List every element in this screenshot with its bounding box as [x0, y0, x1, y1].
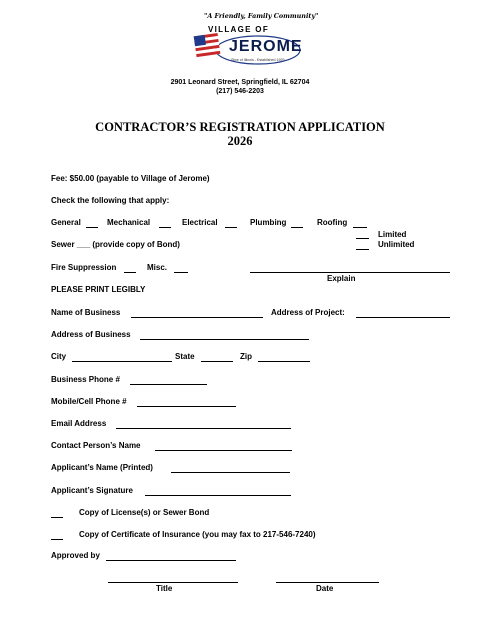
license-checkbox[interactable] [51, 508, 63, 518]
city-input[interactable] [72, 352, 172, 362]
logo-subline: Slice of Illinois - Established 1929 [231, 58, 285, 62]
logo-village-of: VILLAGE OF [208, 25, 269, 34]
roofing-unlimited-checkbox[interactable] [356, 240, 369, 250]
applicant-name-input[interactable] [171, 463, 290, 473]
title-label: Title [156, 584, 173, 593]
trade-general-label: General [51, 218, 81, 227]
applicant-signature-input[interactable] [145, 486, 291, 496]
insurance-checkbox[interactable] [51, 530, 63, 540]
trade-roofing-checkbox[interactable] [353, 218, 367, 228]
check-instruction: Check the following that apply: [51, 196, 170, 205]
trade-electrical-label: Electrical [182, 218, 218, 227]
state-label: State [175, 352, 195, 361]
roofing-limited-checkbox[interactable] [356, 229, 369, 239]
trade-electrical-checkbox[interactable] [225, 218, 237, 228]
license-label: Copy of License(s) or Sewer Bond [79, 508, 210, 517]
roofing-unlimited-label: Unlimited [378, 240, 415, 249]
business-address-input[interactable] [140, 330, 309, 340]
logo-name: JEROME [229, 38, 303, 55]
business-phone-input[interactable] [130, 375, 207, 385]
office-address: 2901 Leonard Street, Springfield, IL 62704 [170, 79, 310, 86]
approved-by-label: Approved by [51, 551, 100, 560]
print-legibly-note: PLEASE PRINT LEGIBLY [51, 285, 146, 294]
business-name-input[interactable] [131, 308, 263, 318]
form-year: 2026 [227, 134, 253, 148]
date-input[interactable] [276, 573, 379, 583]
state-input[interactable] [201, 352, 233, 362]
project-address-input[interactable] [356, 308, 450, 318]
roofing-limited-label: Limited [378, 230, 407, 239]
insurance-label: Copy of Certificate of Insurance (you may fax to 217-546-7240) [79, 530, 316, 539]
logo-tagline: "A Friendly, Family Community" [204, 12, 319, 20]
office-phone: (217) 546-2203 [216, 88, 264, 95]
trade-misc-label: Misc. [147, 263, 168, 272]
project-address-label: Address of Project: [271, 308, 345, 317]
trade-plumbing-label: Plumbing [250, 218, 287, 227]
zip-label: Zip [240, 352, 252, 361]
title-input[interactable] [108, 573, 238, 583]
trade-mechanical-checkbox[interactable] [159, 218, 171, 228]
business-phone-label: Business Phone # [51, 375, 120, 384]
trade-plumbing-checkbox[interactable] [291, 218, 303, 228]
contact-label: Contact Person’s Name [51, 441, 141, 450]
business-name-label: Name of Business [51, 308, 121, 317]
explain-input[interactable] [250, 263, 450, 273]
applicant-signature-label: Applicant’s Signature [51, 486, 133, 495]
mobile-phone-input[interactable] [137, 397, 236, 407]
trade-roofing-label: Roofing [317, 218, 348, 227]
business-address-label: Address of Business [51, 330, 131, 339]
applicant-name-label: Applicant’s Name (Printed) [51, 463, 153, 472]
approved-by-input[interactable] [106, 551, 236, 561]
mobile-phone-label: Mobile/Cell Phone # [51, 397, 127, 406]
trade-sewer-label: Sewer ___ (provide copy of Bond) [51, 240, 180, 249]
fee-text: Fee: $50.00 (payable to Village of Jerome) [51, 174, 210, 183]
trade-fire-checkbox[interactable] [124, 263, 136, 273]
date-label: Date [316, 584, 334, 593]
trade-general-checkbox[interactable] [86, 218, 98, 228]
trade-mechanical-label: Mechanical [107, 218, 151, 227]
explain-label: Explain [327, 274, 356, 283]
trade-fire-label: Fire Suppression [51, 263, 117, 272]
trade-misc-checkbox[interactable] [174, 263, 188, 273]
form-title: CONTRACTOR’S REGISTRATION APPLICATION [95, 120, 385, 134]
zip-input[interactable] [258, 352, 310, 362]
city-label: City [51, 352, 67, 361]
contact-input[interactable] [155, 441, 292, 451]
email-input[interactable] [116, 419, 291, 429]
email-label: Email Address [51, 419, 107, 428]
